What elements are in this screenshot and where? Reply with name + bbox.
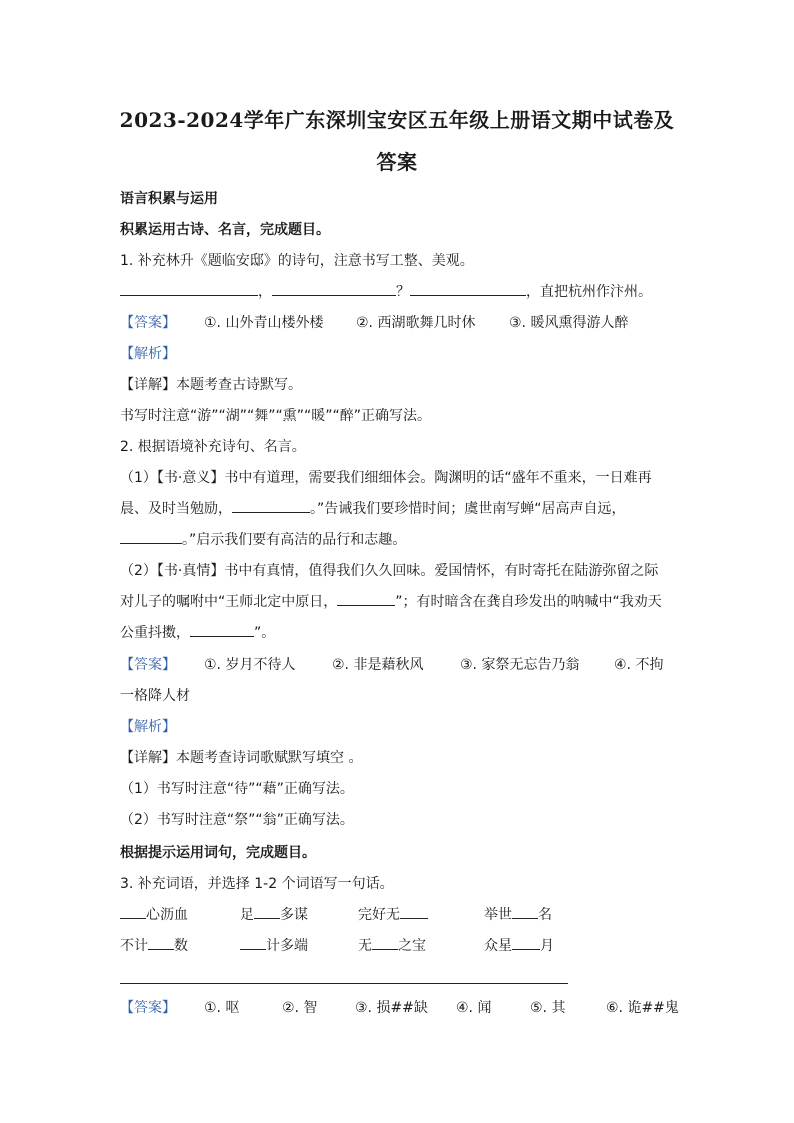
note-text: 书写时注意“游”“湖”“舞”“熏”“暖”“醉”正确写法。 xyxy=(120,408,432,424)
answer-blank[interactable] xyxy=(232,498,310,513)
answer-item: ③. 损##缺 xyxy=(355,1000,428,1016)
note-text: （1）书写时注意“待”“藉”正确写法。 xyxy=(120,781,354,797)
question-2-part1-line3: 。”启示我们要有高洁的品行和志趣。 xyxy=(120,529,406,549)
question-2-part1-line2: 晨、及时当勉励， 。”告诫我们要珍惜时间；虞世南写蝉“居高声自远， xyxy=(120,498,626,518)
separator: ？ xyxy=(396,284,410,300)
word-fill-item: 完好无 xyxy=(358,904,428,924)
answer-blank[interactable] xyxy=(190,622,254,637)
question-2-part2-line3: 公重抖擞， ”。 xyxy=(120,622,275,642)
answer-blank[interactable] xyxy=(272,281,396,296)
answer-item: ⑥. 诡##鬼 xyxy=(606,1000,679,1016)
word-fill-item: 足 多谋 xyxy=(240,904,308,924)
answer-item: ④. 闻 xyxy=(456,1000,492,1016)
answer-label: 【答案】 xyxy=(120,1000,176,1016)
answer-label: 【答案】 xyxy=(120,315,176,331)
answer-item: ④. 不拘 xyxy=(614,657,664,673)
answer-blank[interactable] xyxy=(400,904,428,919)
section-heading: 语言积累与运用 xyxy=(120,191,218,207)
answer-blank[interactable] xyxy=(372,935,398,950)
answer-blank[interactable] xyxy=(410,281,526,296)
answer-blank[interactable] xyxy=(512,904,538,919)
document-title: 2023-2024学年广东深圳宝安区五年级上册语文期中试卷及 xyxy=(119,108,675,132)
question-3-stem: 3. 补充词语，并选择 1-2 个词语写一句话。 xyxy=(120,876,394,892)
answer-item: ①. 岁月不待人 xyxy=(204,657,296,673)
answer-blank[interactable] xyxy=(512,935,540,950)
detail-text: 【详解】本题考查诗词歌赋默写填空 。 xyxy=(120,750,363,766)
answer-blank[interactable] xyxy=(254,904,280,919)
question-2-stem: 2. 根据语境补充诗句、名言。 xyxy=(120,439,306,455)
word-fill-item: 举世 名 xyxy=(484,904,552,924)
answer-item: ③. 家祭无忘告乃翁 xyxy=(460,657,580,673)
question-1-stem: 1. 补充林升《题临安邸》的诗句，注意书写工整、美观。 xyxy=(120,253,474,269)
question-2-part1-line1: （1）【书·意义】书中有道理，需要我们细细体会。陶渊明的话“盛年不重来，一日难再 xyxy=(120,470,652,486)
word-fill-item: 不计 数 xyxy=(120,935,188,955)
answer-blank[interactable] xyxy=(337,591,395,606)
detail-text: 【详解】本题考查古诗默写。 xyxy=(120,377,302,393)
word-fill-item: 计多端 xyxy=(240,935,308,955)
verse-tail: ，直把杭州作汴州。 xyxy=(526,284,652,300)
answer-item: ②. 西湖歌舞几时休 xyxy=(356,315,476,331)
document-title-line2: 答案 xyxy=(376,150,418,174)
note-text: （2）书写时注意“祭”“翁”正确写法。 xyxy=(120,812,354,828)
word-fill-item: 众星 月 xyxy=(484,935,554,955)
answer-item: ⑤. 其 xyxy=(530,1000,566,1016)
question-1-fill-line xyxy=(120,281,652,301)
answer-blank[interactable] xyxy=(120,281,258,296)
answer-item-wrap: 一格降人材 xyxy=(120,688,190,704)
word-fill-item: 无 之宝 xyxy=(358,935,426,955)
subsection-heading: 根据提示运用词句，完成题目。 xyxy=(120,845,316,861)
analysis-label: 【解析】 xyxy=(120,719,176,735)
answer-item: ③. 暖风熏得游人醉 xyxy=(509,315,629,331)
answer-label: 【答案】 xyxy=(120,657,176,673)
sentence-writing-line[interactable] xyxy=(120,983,568,984)
word-fill-item: 心沥血 xyxy=(120,904,188,924)
answer-item: ②. 智 xyxy=(282,1000,318,1016)
answer-item: ②. 非是藉秋风 xyxy=(332,657,424,673)
answer-blank[interactable] xyxy=(120,904,146,919)
question-2-part2-line1: （2）【书·真情】书中有真情，值得我们久久回味。爱国情怀，有时寄托在陆游弥留之际 xyxy=(120,563,659,579)
answer-blank[interactable] xyxy=(240,935,266,950)
analysis-label: 【解析】 xyxy=(120,346,176,362)
answer-blank[interactable] xyxy=(148,935,174,950)
question-2-part2-line2: 对儿子的嘱咐中“王师北定中原日， ”；有时暗含在龚自珍发出的呐喊中“我劝天 xyxy=(120,591,662,611)
separator: ， xyxy=(258,284,272,300)
answer-blank[interactable] xyxy=(120,529,182,544)
answer-item: ①. 山外青山楼外楼 xyxy=(204,315,324,331)
subsection-heading: 积累运用古诗、名言，完成题目。 xyxy=(120,222,330,238)
answer-item: ①. 呕 xyxy=(204,1000,240,1016)
